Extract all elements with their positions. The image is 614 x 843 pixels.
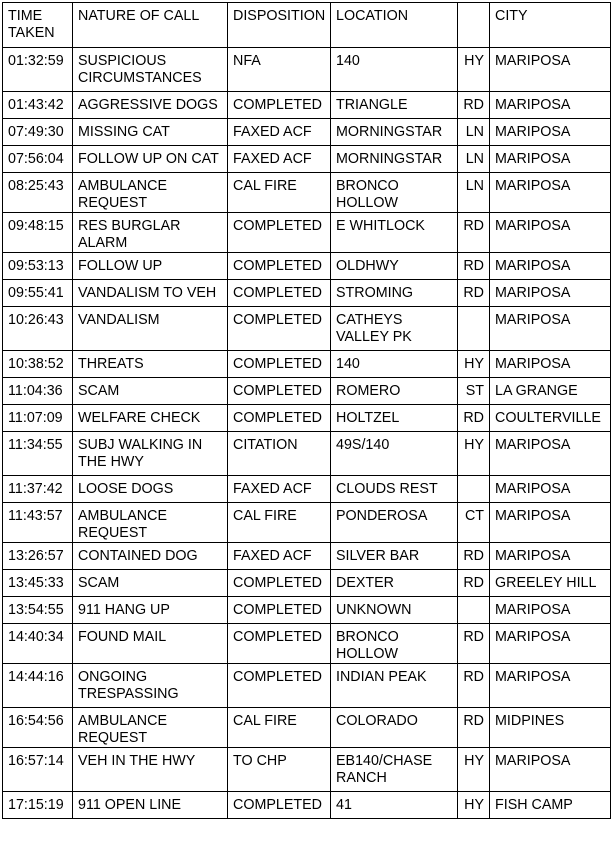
location-cell: COLORADO	[331, 708, 458, 748]
disposition-cell: COMPLETED	[228, 405, 331, 432]
city-cell: MARIPOSA	[490, 119, 611, 146]
call-log-table	[2, 2, 611, 819]
disposition-cell: TO CHP	[228, 748, 331, 792]
table-row	[3, 748, 611, 792]
table-row	[3, 624, 611, 664]
nature-cell: RES BURGLAR ALARM	[73, 213, 228, 253]
table-row	[3, 213, 611, 253]
time-cell: 01:43:42	[3, 92, 73, 119]
time-cell: 14:40:34	[3, 624, 73, 664]
disposition-cell: COMPLETED	[228, 664, 331, 708]
location-cell: 140	[331, 351, 458, 378]
time-cell: 09:48:15	[3, 213, 73, 253]
location-cell: 140	[331, 48, 458, 92]
nature-cell: CONTAINED DOG	[73, 543, 228, 570]
table-row	[3, 405, 611, 432]
table-row	[3, 173, 611, 213]
disposition-cell: COMPLETED	[228, 307, 331, 351]
table-row	[3, 503, 611, 543]
location-cell: OLDHWY	[331, 253, 458, 280]
disposition-cell: COMPLETED	[228, 570, 331, 597]
time-cell: 11:07:09	[3, 405, 73, 432]
suffix-cell: RD	[458, 664, 490, 708]
suffix-cell: RD	[458, 213, 490, 253]
time-cell: 13:26:57	[3, 543, 73, 570]
location-cell: CATHEYS VALLEY PK	[331, 307, 458, 351]
city-cell: MARIPOSA	[490, 146, 611, 173]
location-cell: MORNINGSTAR	[331, 119, 458, 146]
location-cell: ROMERO	[331, 378, 458, 405]
table-row	[3, 378, 611, 405]
disposition-cell: FAXED ACF	[228, 543, 331, 570]
time-cell: 17:15:19	[3, 792, 73, 819]
nature-cell: ONGOING TRESPASSING	[73, 664, 228, 708]
suffix-cell: RD	[458, 405, 490, 432]
time-cell: 16:57:14	[3, 748, 73, 792]
location-cell: STROMING	[331, 280, 458, 307]
time-cell: 07:49:30	[3, 119, 73, 146]
header-row	[3, 3, 611, 48]
suffix-cell: ST	[458, 378, 490, 405]
suffix-cell: HY	[458, 792, 490, 819]
city-cell: MARIPOSA	[490, 543, 611, 570]
nature-cell: AMBULANCE REQUEST	[73, 708, 228, 748]
time-cell: 14:44:16	[3, 664, 73, 708]
disposition-cell: FAXED ACF	[228, 476, 331, 503]
nature-cell: THREATS	[73, 351, 228, 378]
table-row	[3, 570, 611, 597]
time-cell: 16:54:56	[3, 708, 73, 748]
table-row	[3, 146, 611, 173]
city-cell: MARIPOSA	[490, 253, 611, 280]
time-cell: 09:55:41	[3, 280, 73, 307]
table-row	[3, 48, 611, 92]
suffix-cell: RD	[458, 570, 490, 597]
nature-cell: FOUND MAIL	[73, 624, 228, 664]
suffix-cell: RD	[458, 543, 490, 570]
disposition-cell: COMPLETED	[228, 351, 331, 378]
nature-cell: VANDALISM TO VEH	[73, 280, 228, 307]
disposition-cell: CAL FIRE	[228, 173, 331, 213]
table-row	[3, 792, 611, 819]
disposition-cell: FAXED ACF	[228, 146, 331, 173]
header-time-taken: TIME TAKEN	[3, 3, 73, 48]
location-cell: SILVER BAR	[331, 543, 458, 570]
city-cell: MARIPOSA	[490, 503, 611, 543]
header-nature-of-call: NATURE OF CALL	[73, 3, 228, 48]
time-cell: 13:45:33	[3, 570, 73, 597]
time-cell: 01:32:59	[3, 48, 73, 92]
table-row	[3, 119, 611, 146]
table-row	[3, 543, 611, 570]
header-location: LOCATION	[331, 3, 458, 48]
nature-cell: SCAM	[73, 378, 228, 405]
time-cell: 10:26:43	[3, 307, 73, 351]
location-cell: 49S/140	[331, 432, 458, 476]
location-cell: PONDEROSA	[331, 503, 458, 543]
suffix-cell	[458, 476, 490, 503]
disposition-cell: COMPLETED	[228, 597, 331, 624]
time-cell: 11:34:55	[3, 432, 73, 476]
disposition-cell: CAL FIRE	[228, 503, 331, 543]
city-cell: COULTERVILLE	[490, 405, 611, 432]
time-cell: 07:56:04	[3, 146, 73, 173]
city-cell: MARIPOSA	[490, 476, 611, 503]
nature-cell: SCAM	[73, 570, 228, 597]
suffix-cell: HY	[458, 351, 490, 378]
location-cell: EB140/CHASE RANCH	[331, 748, 458, 792]
city-cell: FISH CAMP	[490, 792, 611, 819]
suffix-cell	[458, 307, 490, 351]
nature-cell: MISSING CAT	[73, 119, 228, 146]
suffix-cell: RD	[458, 624, 490, 664]
city-cell: MARIPOSA	[490, 280, 611, 307]
nature-cell: SUSPICIOUS CIRCUMSTANCES	[73, 48, 228, 92]
disposition-cell: COMPLETED	[228, 92, 331, 119]
city-cell: MARIPOSA	[490, 173, 611, 213]
location-cell: CLOUDS REST	[331, 476, 458, 503]
location-cell: INDIAN PEAK	[331, 664, 458, 708]
nature-cell: 911 HANG UP	[73, 597, 228, 624]
disposition-cell: COMPLETED	[228, 213, 331, 253]
suffix-cell: CT	[458, 503, 490, 543]
disposition-cell: CAL FIRE	[228, 708, 331, 748]
location-cell: MORNINGSTAR	[331, 146, 458, 173]
city-cell: MARIPOSA	[490, 92, 611, 119]
city-cell: MARIPOSA	[490, 597, 611, 624]
nature-cell: AMBULANCE REQUEST	[73, 173, 228, 213]
call-log-body	[3, 48, 611, 819]
city-cell: MARIPOSA	[490, 664, 611, 708]
nature-cell: FOLLOW UP	[73, 253, 228, 280]
suffix-cell: LN	[458, 173, 490, 213]
nature-cell: WELFARE CHECK	[73, 405, 228, 432]
table-row	[3, 92, 611, 119]
table-row	[3, 253, 611, 280]
disposition-cell: CITATION	[228, 432, 331, 476]
header-street-suffix	[458, 3, 490, 48]
disposition-cell: COMPLETED	[228, 280, 331, 307]
city-cell: MARIPOSA	[490, 432, 611, 476]
time-cell: 11:43:57	[3, 503, 73, 543]
table-row	[3, 664, 611, 708]
disposition-cell: COMPLETED	[228, 378, 331, 405]
time-cell: 11:37:42	[3, 476, 73, 503]
location-cell: 41	[331, 792, 458, 819]
nature-cell: VEH IN THE HWY	[73, 748, 228, 792]
city-cell: MARIPOSA	[490, 213, 611, 253]
nature-cell: 911 OPEN LINE	[73, 792, 228, 819]
suffix-cell	[458, 597, 490, 624]
city-cell: MIDPINES	[490, 708, 611, 748]
suffix-cell: LN	[458, 146, 490, 173]
header-disposition: DISPOSITION	[228, 3, 331, 48]
suffix-cell: HY	[458, 48, 490, 92]
time-cell: 08:25:43	[3, 173, 73, 213]
table-row	[3, 307, 611, 351]
time-cell: 10:38:52	[3, 351, 73, 378]
time-cell: 13:54:55	[3, 597, 73, 624]
city-cell: GREELEY HILL	[490, 570, 611, 597]
city-cell: MARIPOSA	[490, 624, 611, 664]
location-cell: E WHITLOCK	[331, 213, 458, 253]
city-cell: MARIPOSA	[490, 307, 611, 351]
location-cell: BRONCO HOLLOW	[331, 624, 458, 664]
nature-cell: AMBULANCE REQUEST	[73, 503, 228, 543]
location-cell: BRONCO HOLLOW	[331, 173, 458, 213]
disposition-cell: FAXED ACF	[228, 119, 331, 146]
disposition-cell: NFA	[228, 48, 331, 92]
suffix-cell: HY	[458, 748, 490, 792]
nature-cell: VANDALISM	[73, 307, 228, 351]
table-row	[3, 432, 611, 476]
nature-cell: SUBJ WALKING IN THE HWY	[73, 432, 228, 476]
time-cell: 09:53:13	[3, 253, 73, 280]
nature-cell: LOOSE DOGS	[73, 476, 228, 503]
suffix-cell: RD	[458, 92, 490, 119]
time-cell: 11:04:36	[3, 378, 73, 405]
disposition-cell: COMPLETED	[228, 624, 331, 664]
city-cell: MARIPOSA	[490, 748, 611, 792]
table-row	[3, 351, 611, 378]
header-city: CITY	[490, 3, 611, 48]
table-row	[3, 597, 611, 624]
nature-cell: FOLLOW UP ON CAT	[73, 146, 228, 173]
location-cell: UNKNOWN	[331, 597, 458, 624]
table-row	[3, 708, 611, 748]
suffix-cell: LN	[458, 119, 490, 146]
disposition-cell: COMPLETED	[228, 253, 331, 280]
location-cell: TRIANGLE	[331, 92, 458, 119]
city-cell: LA GRANGE	[490, 378, 611, 405]
suffix-cell: RD	[458, 253, 490, 280]
location-cell: HOLTZEL	[331, 405, 458, 432]
disposition-cell: COMPLETED	[228, 792, 331, 819]
nature-cell: AGGRESSIVE DOGS	[73, 92, 228, 119]
location-cell: DEXTER	[331, 570, 458, 597]
suffix-cell: HY	[458, 432, 490, 476]
city-cell: MARIPOSA	[490, 351, 611, 378]
suffix-cell: RD	[458, 280, 490, 307]
table-row	[3, 476, 611, 503]
city-cell: MARIPOSA	[490, 48, 611, 92]
suffix-cell: RD	[458, 708, 490, 748]
table-row	[3, 280, 611, 307]
